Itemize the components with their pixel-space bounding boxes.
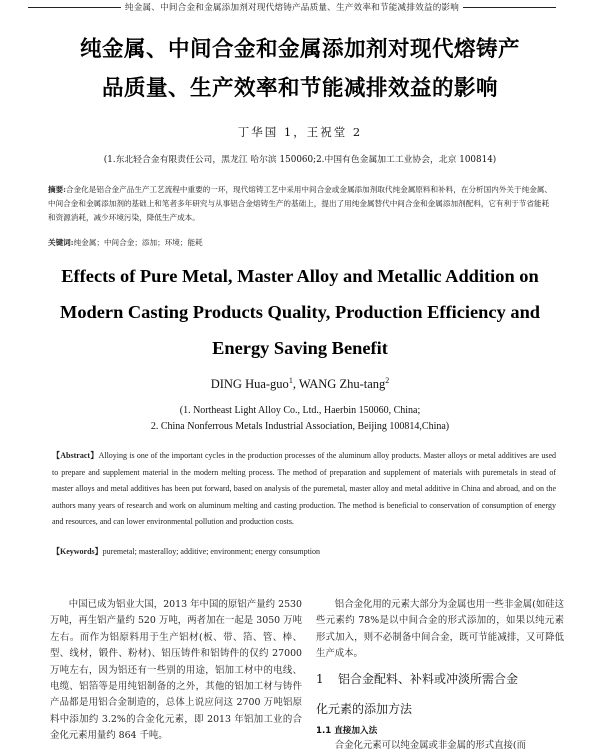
- body-left-paragraph: 中国已成为铝业大国，2013 年中国的原铝产量约 2530 万吨，再生铝产量约 520 万吨，两者加在一起是 3050 万吨左右。而作为铝原料用于生产铝材(板、带、箔、管、棒、型、线材，锻件、粉材)、铝压铸件和铝铸件的仅约 27000 万吨左右，因为铝还有一些别的用途，铝加工材中的电线、电缆、铝箔等是用纯铝制备的之外，其他的铝加工材与铸件产品都是用铝合金制造的，总体上说应问这 2700 万吨铝原料中添加约 3.2%的合金化元素，即 2013 年铝加工业的合金化元素用量约 864 千吨。: [50, 599, 302, 742]
- affiliation-en-line1: (1. Northeast Light Alloy Co., Ltd., Haerbin 150060, China;: [179, 405, 421, 416]
- abstract-cn: [48, 183, 554, 225]
- abstract-en-label: 【Abstract】: [52, 451, 99, 460]
- body-right-paragraph: 铝合金化用的元素大部分为金属也用一些非金属(如硅这些元素约 78%是以中间合金的形式添加的，如果以纯元素形式加入，则不必制备中间合金，既可节能减排，又可降低生产成本。: [316, 599, 564, 660]
- author-sep: ,: [292, 377, 299, 392]
- header-rule-right: [463, 7, 556, 8]
- keywords-en: [52, 546, 556, 557]
- title-cn-line1: 纯金属、中间合金和金属添加剂对现代熔铸产: [79, 37, 520, 62]
- affiliation-en: [0, 403, 600, 435]
- section-1-title-line2: 化元素的添加方法: [316, 702, 413, 716]
- running-header: [0, 0, 600, 14]
- abstract-en-text: Alloying is one of the important cycles in the production processes of the aluminum alloy products. Master alloys or metal additives are used to prepare and supplement material in the modern melting process. The method of preparation and supplement of materials with puremetals in stead of master alloys and metal additives has been put forward, based on analysis of the puremetal, master alloy and metal additive in China and abroad, and on the authors many years of research and work on aluminum melting and casting production. The method is beneficial to conservation of consumption of energy and resources, and can lower environmental pollution and production costs.: [52, 451, 556, 527]
- section-1-1-body: 合金化元素可以纯金属或非金属的形式直接(而: [334, 740, 526, 751]
- title-en-line3: Energy Saving Benefit: [212, 338, 388, 358]
- section-1-number: 1: [316, 672, 324, 686]
- keywords-en-label: 【Keywords】: [52, 547, 103, 556]
- keywords-cn-text: 纯金属；中间合金；添加；环境；能耗: [73, 238, 203, 247]
- author-2: WANG Zhu-tang: [298, 377, 386, 392]
- author-1: DING Hua-guo: [210, 377, 289, 392]
- abstract-cn-text: 合金化是铝合金产品生产工艺流程中重要的一环，现代熔铸工艺中采用中间合金或金属添加剂取代纯金属原料和补料，在分析国内外关于纯金属、中间合金和金属添加剂的基础上和笔者多年研究与从事铝合金熔铸生产的基础上，提出了用纯金属替代中间合金和金属添加剂配料，它有利于节省能耗和资源消耗，减少环境污染，降低生产成本。: [48, 185, 552, 222]
- title-en-line1: Effects of Pure Metal, Master Alloy and Metallic Addition on: [61, 266, 539, 286]
- abstract-en: [52, 448, 556, 531]
- abstract-cn-label: 摘要:: [48, 185, 66, 194]
- keywords-cn: [48, 237, 554, 248]
- section-1-title-line1: 铝合金配料、补料或冲淡所需合金: [338, 672, 519, 686]
- keywords-en-text: puremetal; masteralloy; additive; environment; energy consumption: [102, 547, 321, 556]
- title-cn-line2: 品质量、生产效率和节能减排效益的影响: [101, 76, 498, 101]
- keywords-cn-label: 关键词:: [48, 238, 74, 247]
- affiliation-cn: (1.东北轻合金有限责任公司，黑龙江 哈尔滨 150060;2.中国有色金属加工工业协会，北京 100814): [103, 155, 497, 165]
- author-2-sup: 2: [385, 376, 390, 385]
- section-1-heading: [316, 664, 566, 724]
- title-en: [30, 258, 570, 366]
- affiliation-en-line2: 2. China Nonferrous Metals Industrial Association, Beijing 100814,China): [150, 421, 450, 432]
- authors-en: [0, 376, 600, 392]
- authors-cn: 丁华国 1，王祝堂 2: [237, 125, 363, 139]
- header-rule-left: [28, 7, 121, 8]
- title-en-line2: Modern Casting Products Quality, Production Efficiency and: [59, 302, 541, 322]
- section-1-1-heading: 1.1 直接加入法: [316, 726, 378, 736]
- running-header-text: 纯金属、中间合金和金属添加剂对现代熔铸产品质量、生产效率和节能减排效益的影响: [124, 3, 460, 13]
- author-1-sup: 1: [288, 376, 293, 385]
